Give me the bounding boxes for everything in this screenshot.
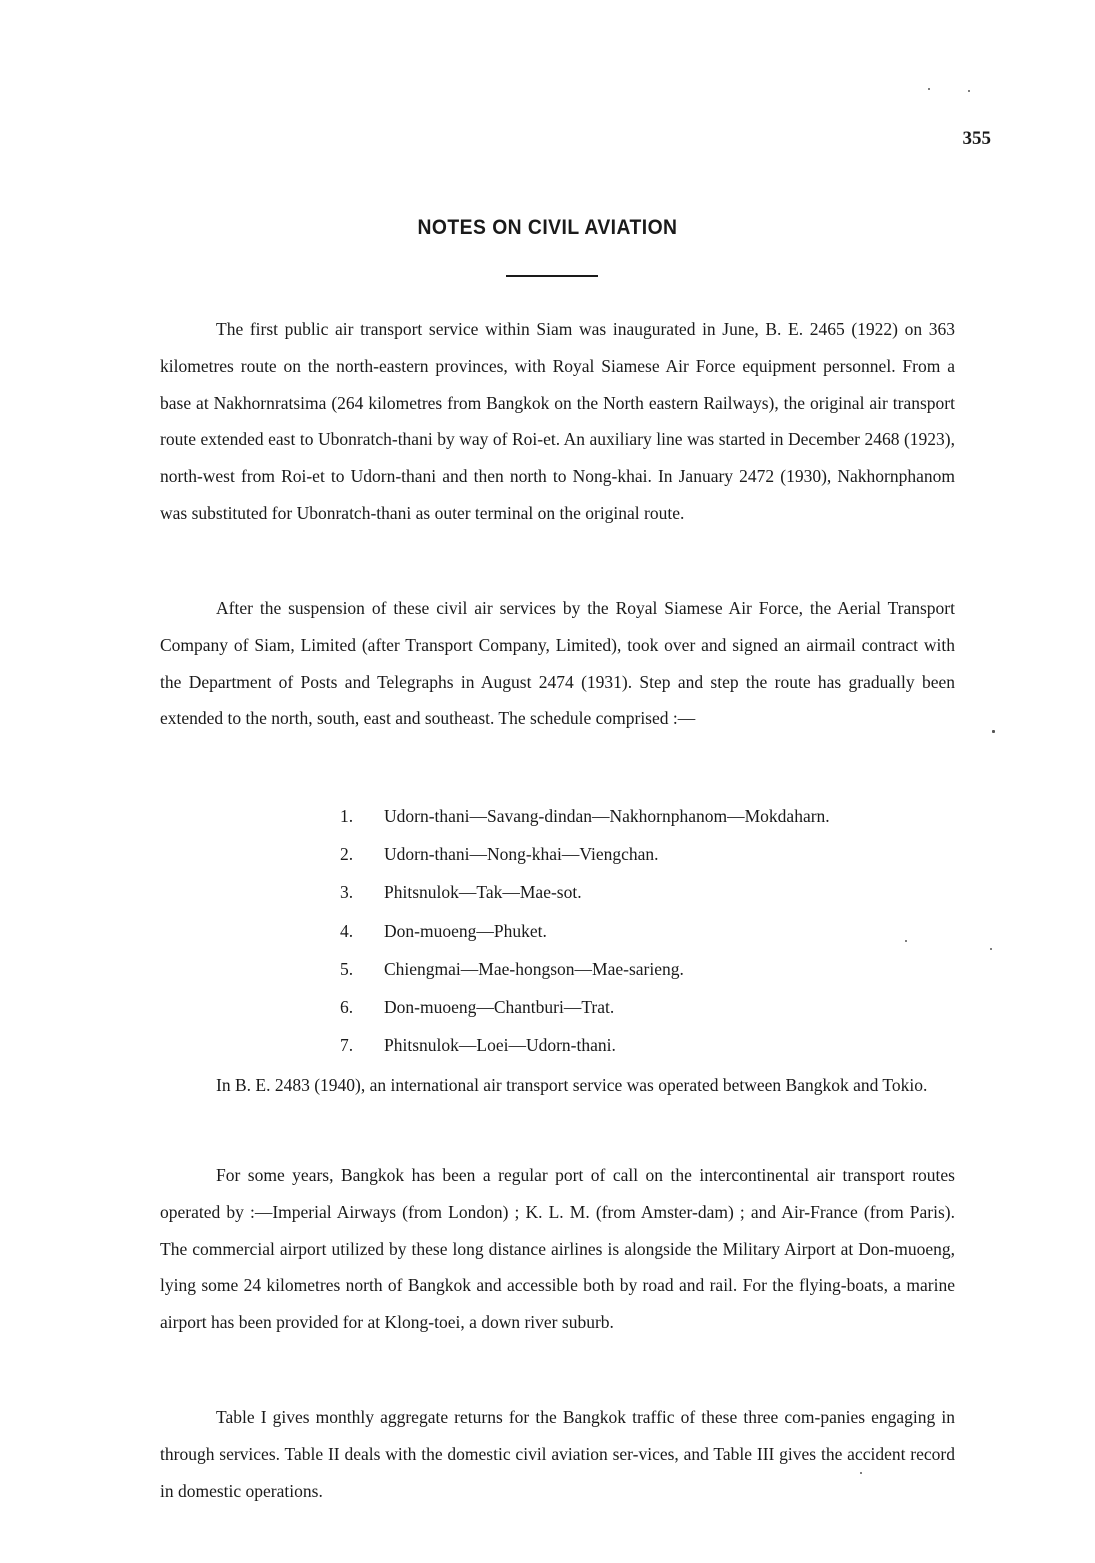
- page-number: 355: [962, 128, 991, 149]
- paragraph-international: In B. E. 2483 (1940), an international air transport service was operated between Bangkok and Tokio.: [216, 1075, 928, 1095]
- scan-speck: [905, 940, 907, 942]
- schedule-item: 1. Udorn-thani—Savang-dindan—Nakhornphanom—Mokdaharn.: [340, 806, 830, 826]
- paragraph-tables: Table I gives monthly aggregate returns for the Bangkok traffic of these three com-panies engaging in through services. Table II deals with the domestic civil aviation ser-vices, and Table III gives the accident record in domestic operations.: [160, 1407, 955, 1501]
- scan-speck: [860, 1472, 862, 1474]
- paragraph-intercontinental: For some years, Bangkok has been a regular port of call on the intercontinental air transport routes operated by :—Imperial Airways (from London) ; K. L. M. (from Amster-dam) ; and Air-France (from Paris). The commercial airport utilized by these long distance airlines is alongside the Military Airport at Don-muoeng, lying some 24 kilometres north of Bangkok and accessible both by road and rail. For the flying-boats, a marine airport has been provided for at Klong-toei, a down river suburb.: [160, 1165, 955, 1333]
- scan-speck: [928, 88, 930, 90]
- paragraph-aerial-transport: After the suspension of these civil air services by the Royal Siamese Air Force, the Aerial Transport Company of Siam, Limited (after Transport Company, Limited), took over and signed an airmail contract with the Department of Posts and Telegraphs in August 2474 (1931). Step and step the route has gradually been extended to the north, south, east and southeast. The schedule comprised :—: [160, 598, 955, 729]
- schedule-item: 7. Phitsnulok—Loei—Udorn-thani.: [340, 1035, 616, 1056]
- schedule-item: 3. Phitsnulok—Tak—Mae-sot.: [340, 882, 582, 903]
- page-title: NOTES ON CIVIL AVIATION: [417, 216, 678, 239]
- schedule-item: 5. Chiengmai—Mae-hongson—Mae-sarieng.: [340, 958, 684, 979]
- title-rule: [506, 275, 598, 277]
- schedule-item: 2. Udorn-thani—Nong-khai—Viengchan.: [340, 844, 659, 865]
- scan-speck: [968, 90, 970, 92]
- scan-speck: [992, 730, 995, 733]
- scan-speck: [990, 948, 992, 950]
- paragraph-inauguration: The first public air transport service within Siam was inaugurated in June, B. E. 2465 (1922) on 363 kilometres route on the north-eastern provinces, with Royal Siamese Air Force equipment personnel. From a base at Nakhornratsima (264 kilometres from Bangkok on the North eastern Railways), the original air transport route extended east to Ubonratch-thani by way of Roi-et. An auxiliary line was started in December 2468 (1923), north-west from Roi-et to Udorn-thani and then north to Nong-khai. In January 2472 (1930), Nakhornphanom was substituted for Ubonratch-thani as outer terminal on the original route.: [160, 319, 955, 523]
- schedule-list: [340, 797, 830, 1064]
- schedule-item: 4. Don-muoeng—Phuket.: [340, 920, 547, 941]
- schedule-item: 6. Don-muoeng—Chantburi—Trat.: [340, 996, 615, 1017]
